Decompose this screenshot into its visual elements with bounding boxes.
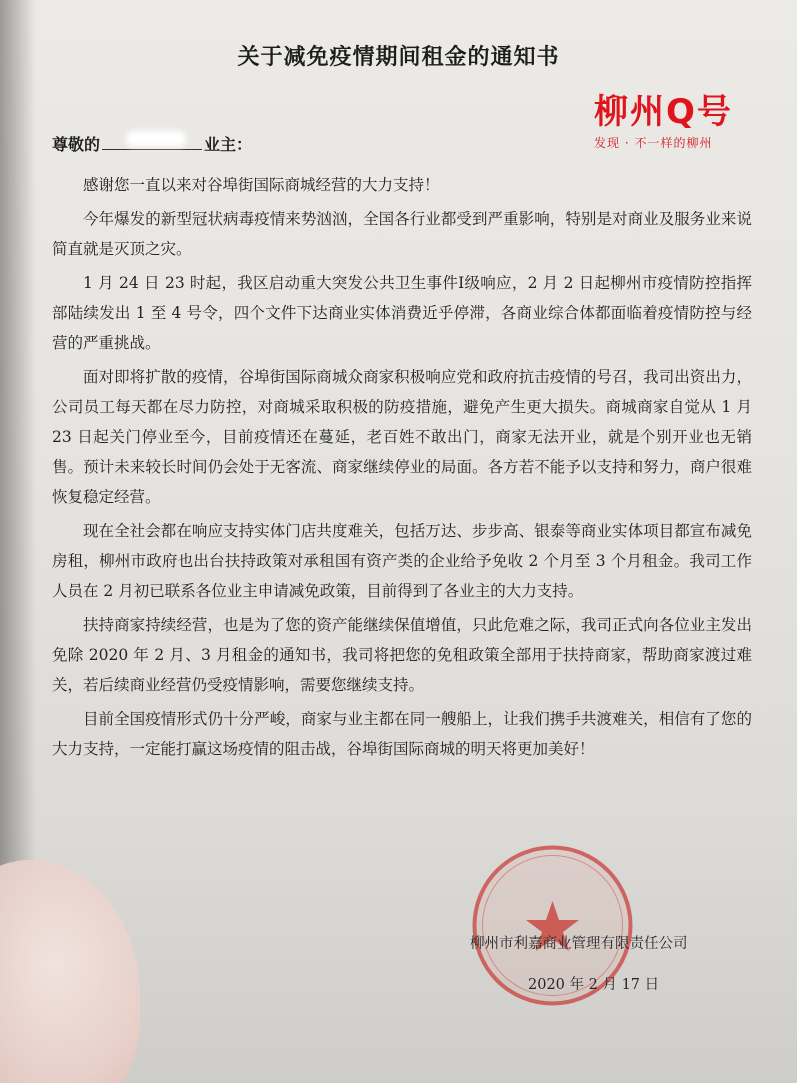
finger-overlay	[0, 860, 140, 1083]
company-signature: 柳州市利嘉商业管理有限责任公司	[470, 936, 688, 952]
paragraph: 扶持商家持续经营，也是为了您的资产能继续保值增值，只此危难之际，我司正式向各位业主发出免除 2020 年 2 月、3 月租金的通知书，我司将把您的免租政策全部用于扶持商家，帮助商家渡过难关，若后续商业经营仍受疫情影响，需要您继续支持。	[52, 616, 752, 694]
brand-slogan: 发现 · 不一样的柳州	[594, 136, 713, 150]
paragraph: 今年爆发的新型冠状病毒疫情来势汹汹，全国各行业都受到严重影响，特别是对商业及服务业来说简直就是灭顶之灾。	[52, 210, 752, 258]
document-title: 关于减免疫情期间租金的通知书	[237, 44, 560, 70]
redaction-blur	[126, 131, 186, 147]
paragraph: 1 月 24 日 23 时起，我区启动重大突发公共卫生事件Ⅰ级响应，2 月 2 日起柳州市疫情防控指挥部陆续发出 1 至 4 号令，四个文件下达商业实体消费近乎停滞，各商业综合体都面临着疫情防控与经营的严重挑战。	[52, 274, 752, 352]
greeting-line	[52, 132, 252, 155]
paragraph: 目前全国疫情形式仍十分严峻，商家与业主都在同一艘船上，让我们携手共渡难关，相信有了您的大力支持，一定能打赢这场疫情的阻击战，谷埠街国际商城的明天将更加美好！	[52, 710, 752, 758]
paragraph: 感谢您一直以来对谷埠街国际商城经营的大力支持！	[83, 176, 440, 194]
signature-date: 2020 年 2 月 17 日	[528, 977, 660, 993]
paragraph: 现在全社会都在响应支持实体门店共度难关，包括万达、步步高、银泰等商业实体项目都宣布减免房租，柳州市政府也出台扶持政策对承租国有资产类的企业给予免收 2 个月至 3 个月租金。我司工作人员在 2 月初已联系各位业主申请减免政策，目前得到了各业主的大力支持。	[52, 522, 752, 600]
greeting-prefix: 尊敬的	[52, 135, 101, 154]
brand-logo-text: 柳州Q号	[594, 92, 733, 132]
watermark-logo	[594, 92, 764, 151]
greeting-suffix: 业主：	[204, 135, 253, 154]
paragraph: 面对即将扩散的疫情，谷埠街国际商城众商家积极响应党和政府抗击疫情的号召，我司出资出力，公司员工每天都在尽力防控，对商城采取积极的防疫措施，避免产生更大损失。商城商家自觉从 1 月 23 日起关门停业至今，目前疫情还在蔓延，老百姓不敢出门，商家无法开业，就是个别开业也无销售。预计未来较长时间仍会处于无客流、商家继续停业的局面。各方若不能予以支持和努力，商户很难恢复稳定经营。	[52, 368, 752, 506]
letter-body	[52, 170, 752, 768]
redacted-name-blank	[102, 135, 202, 150]
